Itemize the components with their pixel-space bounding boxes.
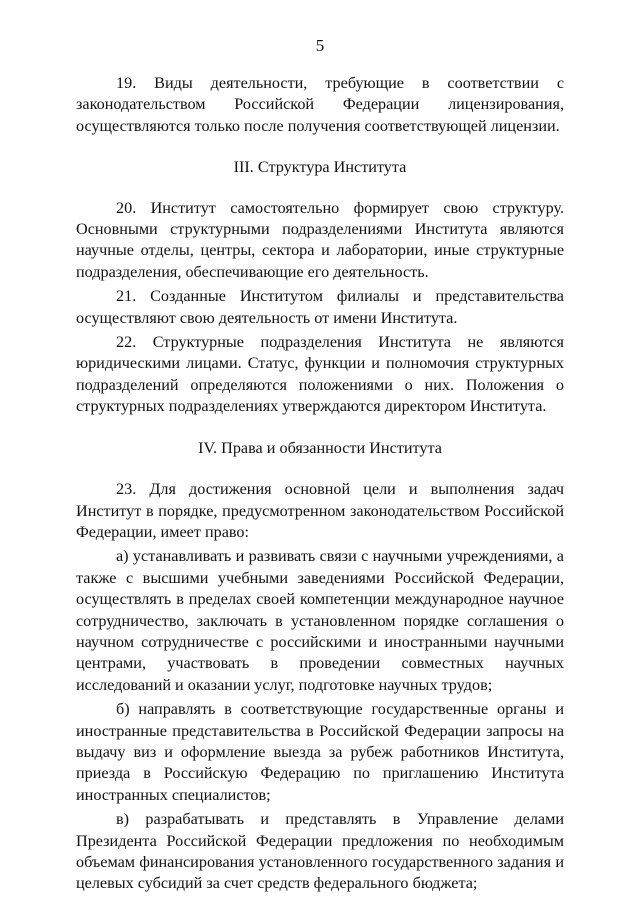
paragraph-20: 20. Институт самостоятельно формирует свою структуру. Основными структурными подразделениями Института являются научные отделы, центры, сектора и лаборатории, иные структурные подразделения, обеспечивающие его деятельность. <box>76 198 564 281</box>
paragraph-23: 23. Для достижения основной цели и выполнения задач Институт в порядке, предусмотренном законодательством Российской Федерации, имеет право: <box>76 480 564 541</box>
paragraph-22: 22. Структурные подразделения Института не являются юридическими лицами. Статус, функции и полномочия структурных подразделений определяются положениями о них. Положения о структурных подразделениях утверждаются директором Института. <box>76 333 564 416</box>
document-body <box>76 73 564 898</box>
paragraph-23v: в) разрабатывать и представлять в Управление делами Президента Российской Федерации предложения по необходимым объемам финансирования установленного государственного задания и целевых субсидий за счет средств федерального бюджета; <box>76 810 564 893</box>
page-number: 5 <box>315 36 325 55</box>
paragraph-23a: а) устанавливать и развивать связи с научными учреждениями, а также с высшими учебными заведениями Российской Федерации, осуществлять в пределах своей компетенции международное научное сотрудничество, заключать в установленном порядке соглашения о научном сотрудничестве с российскими и иностранными научными центрами, участвовать в проведении совместных научных исследований и оказании услуг, подготовке научных трудов; <box>76 547 564 694</box>
paragraph-23b: б) направлять в соответствующие государственные органы и иностранные представительства в Российской Федерации запросы на выдачу виз и оформление выезда за рубеж работников Института, приезда в Российскую Федерацию по приглашению Института иностранных специалистов; <box>76 700 564 804</box>
paragraph-21: 21. Созданные Институтом филиалы и представительства осуществляют свою деятельность от имени Института. <box>76 287 564 327</box>
paragraph-19: 19. Виды деятельности, требующие в соответствии с законодательством Российской Федерации лицензирования, осуществляются только после получения соответствующей лицензии. <box>76 74 564 135</box>
section-heading-rights: IV. Права и обязанности Института <box>198 438 442 457</box>
section-heading-structure: III. Структура Института <box>233 158 407 177</box>
